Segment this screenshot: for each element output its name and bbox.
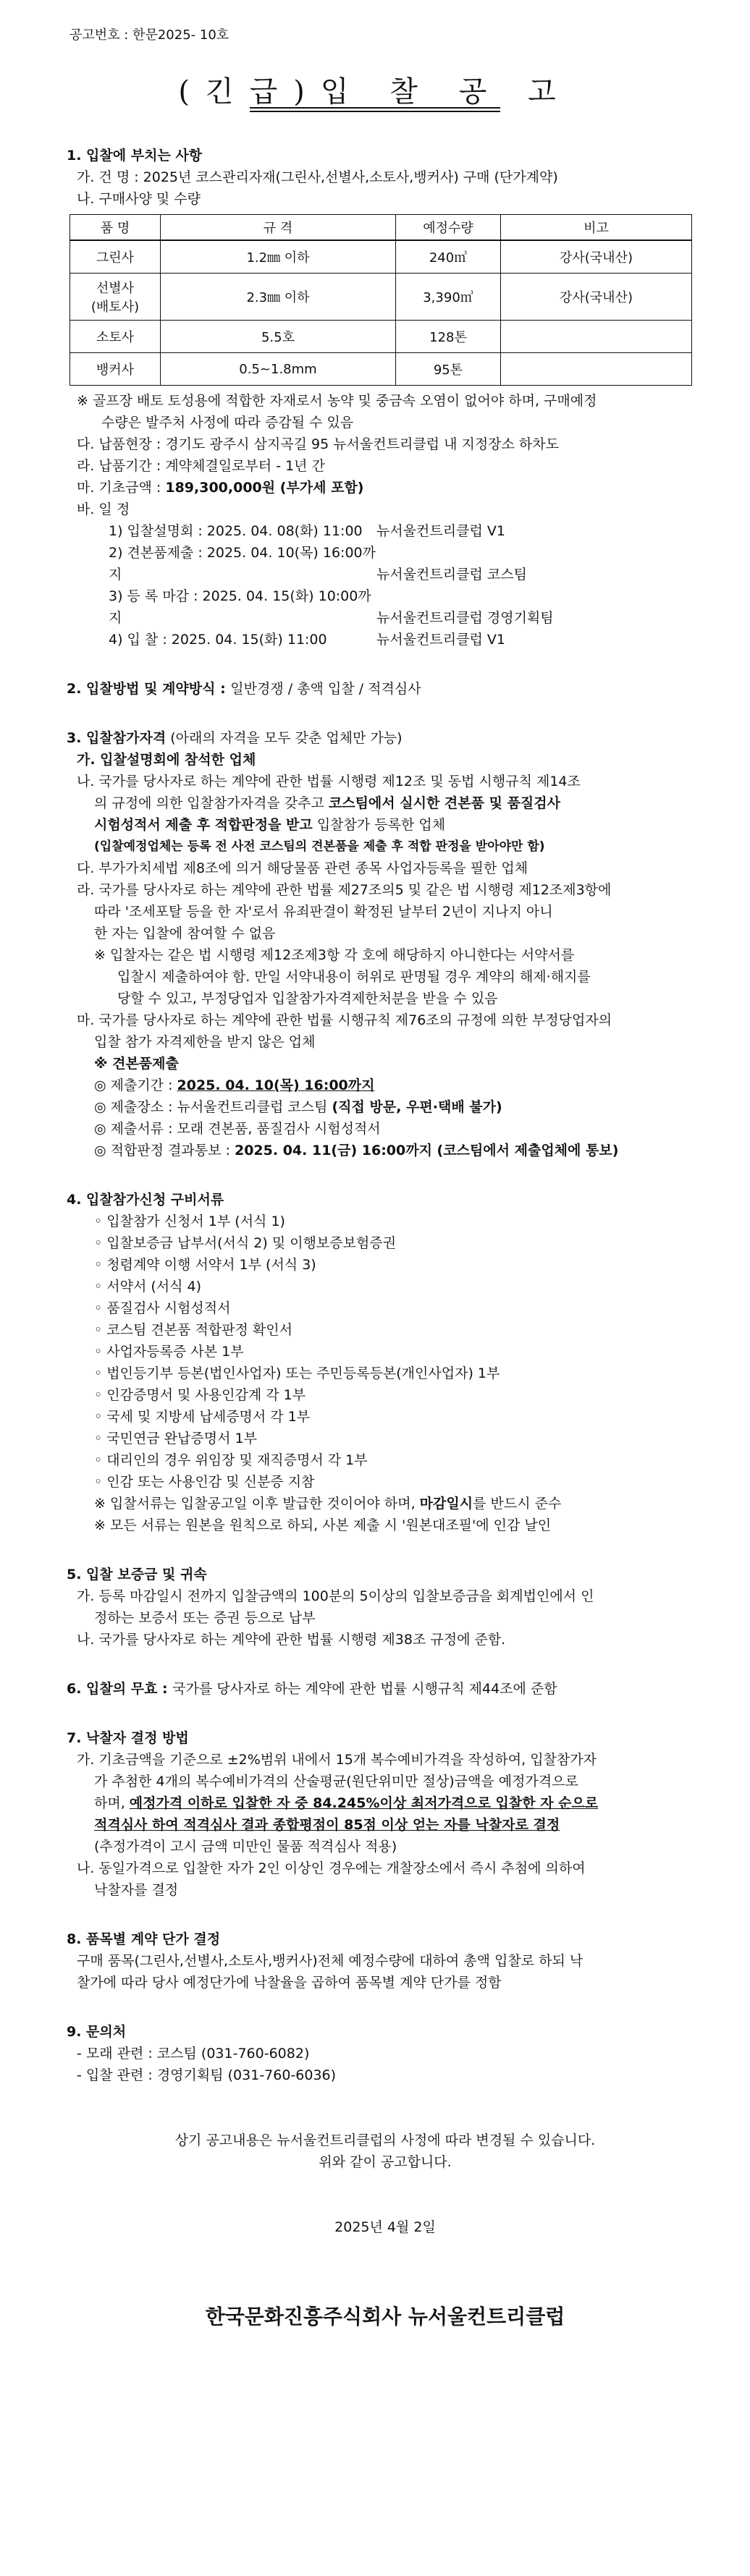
qual-ra-note-cont: 입찰시 제출하여야 함. 만일 서약내용이 허위로 판명될 경우 계약의 해제·해지를	[117, 969, 591, 985]
award-text: 하며,	[94, 1795, 130, 1811]
section-6-line	[67, 1678, 704, 1700]
title-underline	[250, 107, 500, 109]
closing-line-1: 상기 공고내용은 뉴서울컨트리클럽의 사정에 따라 변경될 수 있습니다.	[174, 2132, 596, 2148]
table-cell: 128톤	[396, 321, 501, 353]
sample-docs: ◎ 제출서류 : 모래 견본품, 품질검사 시험성적서	[94, 1121, 381, 1137]
sample-period-label: ◎ 제출기간 :	[94, 1077, 177, 1093]
sample-place-note: (직접 방문, 우편·택배 불가)	[332, 1099, 502, 1115]
contact-bid: - 입찰 관련 : 경영기획팀 (031-760-6036)	[77, 2067, 337, 2083]
section-6-heading: 6. 입찰의 무효 :	[67, 1681, 173, 1697]
table-cell	[501, 353, 692, 386]
qual-ra-cont: 따라 '조세포탈 등을 한 자'로서 유죄판결이 확정된 날부터 2년이 지나지 아니	[94, 904, 553, 920]
list-item: ◦ 사업자등록증 사본 1부	[94, 1344, 244, 1360]
section-2-line	[67, 678, 704, 700]
section-8	[67, 1928, 704, 1994]
table-cell: 3,390㎥	[396, 274, 501, 321]
notice-number: 공고번호 : 한문2025- 10호	[69, 27, 229, 43]
section-9	[67, 2021, 704, 2086]
delivery-period: 라. 납품기간 : 계약체결일로부터 - 1년 간	[77, 458, 325, 474]
list-item: ◦ 품질검사 시험성적서	[94, 1300, 231, 1316]
schedule-place: 뉴서울컨트리클럽 경영기획팀	[376, 610, 554, 626]
qual-na-text: 의 규정에 의한 입찰참가자격을 갖추고	[94, 795, 329, 811]
award-emph: 예정가격 이하로 입찰한 자 중 84.245%이상 최저가격으로 입찰한 자 순으로	[129, 1795, 599, 1811]
qual-ra-cont: 한 자는 입찰에 참여할 수 없음	[94, 925, 276, 941]
issuer-name: 한국문화진흥주식회사 뉴서울컨트리클럽	[205, 2305, 565, 2329]
section-6	[67, 1678, 704, 1700]
spec-table	[69, 214, 692, 386]
section-7-heading: 7. 낙찰자 결정 방법	[67, 1730, 189, 1746]
contact-sand: - 모래 관련 : 코스팀 (031-760-6082)	[77, 2046, 310, 2062]
base-amount	[67, 477, 704, 499]
section-7	[67, 1727, 704, 1901]
table-cell: 그린사	[70, 240, 161, 274]
table-cell	[501, 321, 692, 353]
closing-statement	[67, 2130, 704, 2173]
section-1	[67, 145, 704, 651]
docs-note-1	[67, 1493, 704, 1514]
docs-note-2: ※ 모든 서류는 원본을 원칙으로 하되, 사본 제출 시 '원본대조필'에 인감 날인	[94, 1517, 552, 1533]
sample-period	[67, 1075, 704, 1096]
sample-result-label: ◎ 적합판정 결과통보 :	[94, 1143, 235, 1158]
table-cell: 95톤	[396, 353, 501, 386]
schedule-label: 3) 등 록 마감 : 2025. 04. 15(화) 10:00까지	[109, 588, 371, 626]
base-amount-value: 189,300,000원 (부가세 포함)	[165, 480, 364, 496]
list-item: ◦ 서약서 (서식 4)	[94, 1279, 202, 1295]
list-item: ◦ 청렴계약 이행 서약서 1부 (서식 3)	[94, 1257, 316, 1273]
delivery-site: 다. 납품현장 : 경기도 광주시 삼지곡길 95 뉴서울컨트리클럽 내 지정장소 하차도	[77, 436, 559, 452]
invalid-bid-rule: 국가를 당사자로 하는 계약에 관한 법률 시행규칙 제44조에 준함	[172, 1681, 557, 1697]
deposit-ga: 가. 등록 마감일시 전까지 입찰금액의 100분의 5이상의 입찰보증금을 회계법인에서 인	[77, 1588, 594, 1604]
table-cell: 2.3㎜ 이하	[161, 274, 396, 321]
list-item: ◦ 코스팀 견본품 적합판정 확인서	[94, 1322, 292, 1338]
section-3-heading: 3. 입찰참가자격	[67, 730, 167, 746]
award-na-cont: 낙찰자를 결정	[94, 1882, 179, 1898]
schedule-label: 4) 입 찰 : 2025. 04. 15(화) 11:00	[109, 632, 327, 648]
table-row	[70, 353, 692, 386]
title-underline-2	[250, 111, 500, 112]
docs-note-text: 를 반드시 준수	[473, 1496, 562, 1512]
section-8-heading: 8. 품목별 계약 단가 결정	[67, 1931, 221, 1947]
col-header: 품 명	[70, 215, 161, 241]
schedule-label: 1) 입찰설명회 : 2025. 04. 08(화) 11:00	[109, 523, 363, 539]
schedule-item	[67, 629, 704, 651]
list-item: ◦ 입찰참가 신청서 1부 (서식 1)	[94, 1213, 285, 1229]
item-name: 가. 건 명 : 2025년 코스관리자재(그린사,선별사,소토사,뱅커사) 구매 (단가계약)	[77, 169, 558, 185]
base-amount-label: 마. 기초금액 :	[77, 480, 166, 496]
table-cell: 1.2㎜ 이하	[161, 240, 396, 274]
sample-place	[67, 1096, 704, 1118]
award-na: 나. 동일가격으로 입찰한 자가 2인 이상인 경우에는 개찰장소에서 즉시 추첨에 의하여	[77, 1860, 586, 1876]
spec-note: ※ 골프장 배토 토성용에 적합한 자재로서 농약 및 중금속 오염이 없어야 하며, 구매예정	[77, 393, 597, 409]
list-item: ◦ 입찰보증금 납부서(서식 2) 및 이행보증보험증권	[94, 1235, 397, 1251]
section-2-heading: 2. 입찰방법 및 계약방식 :	[67, 681, 231, 697]
spec-table-header	[70, 215, 692, 241]
qual-da: 다. 부가가치세법 제8조에 의거 해당물품 관련 종목 사업자등록을 필한 업체	[77, 860, 528, 876]
award-ga-cont	[67, 1814, 704, 1836]
schedule-item	[67, 585, 704, 629]
qual-ma: 마. 국가를 당사자로 하는 계약에 관한 법률 시행규칙 제76조의 규정에 의한 부정당업자의	[77, 1012, 612, 1028]
deposit-ga-cont: 정하는 보증서 또는 증권 등으로 납부	[94, 1610, 316, 1626]
table-row	[70, 274, 692, 321]
required-docs-list	[67, 1211, 704, 1493]
list-item: ◦ 법인등기부 등본(법인사업자) 또는 주민등록등본(개인사업자) 1부	[94, 1365, 500, 1381]
award-emph: 적격심사 하여 적격심사 결과 종합평점이 85점 이상 얻는 자를 낙찰자로 결정	[94, 1817, 560, 1833]
list-item: ◦ 인감 또는 사용인감 및 신분증 지참	[94, 1474, 315, 1490]
list-item: ◦ 인감증명서 및 사용인감계 각 1부	[94, 1387, 306, 1403]
col-header: 규 격	[161, 215, 396, 241]
table-cell: 5.5호	[161, 321, 396, 353]
unit-price-text: 구매 품목(그린사,선별사,소토사,뱅커사)전체 예정수량에 대하여 총액 입찰로 하되 낙	[77, 1953, 583, 1969]
schedule-place: 뉴서울컨트리클럽 코스팀	[376, 567, 527, 582]
schedule-place: 뉴서울컨트리클럽 V1	[376, 632, 505, 648]
qual-ra: 라. 국가를 당사자로 하는 계약에 관한 법률 제27조의5 및 같은 법 시행령 제12조제3항에	[77, 882, 612, 898]
qual-ra-note-cont: 당할 수 있고, 부정당업자 입찰참가자격제한처분을 받을 수 있음	[117, 991, 498, 1007]
spec-heading: 나. 구매사양 및 수량	[77, 191, 201, 207]
qual-na-emph: 시험성적서 제출 후 적합판정을 받고	[94, 817, 313, 833]
schedule-item	[67, 542, 704, 585]
col-header: 예정수량	[396, 215, 501, 241]
award-ga: 가. 기초금액을 기준으로 ±2%범위 내에서 15개 복수예비가격을 작성하여, 입찰참가자	[77, 1752, 597, 1768]
table-cell: 강사(국내산)	[501, 240, 692, 274]
qual-na-emph: 코스팀에서 실시한 견본품 및 품질검사	[328, 795, 560, 811]
schedule-list	[67, 520, 704, 651]
qual-na-text: 입찰참가 등록한 업체	[312, 817, 446, 833]
award-ga-cont	[67, 1792, 704, 1814]
schedule-label: 2) 견본품제출 : 2025. 04. 10(목) 16:00까지	[109, 545, 376, 582]
list-item: ◦ 국민연금 완납증명서 1부	[94, 1431, 257, 1446]
unit-price-text: 찰가에 따라 당사 예정단가에 낙찰율을 곱하여 품목별 계약 단가를 정함	[77, 1975, 502, 1991]
sample-result	[67, 1140, 704, 1161]
section-5	[67, 1564, 704, 1651]
table-cell: 소토사	[70, 321, 161, 353]
section-3	[67, 727, 704, 1161]
table-cell: 선별사 (배토사)	[70, 274, 161, 321]
table-cell: 240㎥	[396, 240, 501, 274]
col-header: 비고	[501, 215, 692, 241]
award-ga-note: (추정가격이 고시 금액 미만인 물품 적격심사 적용)	[94, 1839, 397, 1855]
schedule-heading: 바. 일 정	[77, 501, 130, 517]
closing-line-2: 위와 같이 공고합니다.	[319, 2154, 452, 2170]
section-5-heading: 5. 입찰 보증금 및 귀속	[67, 1567, 207, 1583]
section-4-heading: 4. 입찰참가신청 구비서류	[67, 1192, 224, 1208]
notice-date: 2025년 4월 2일	[334, 2219, 436, 2235]
docs-note-emph: 마감일시	[419, 1496, 473, 1512]
table-row	[70, 321, 692, 353]
section-2	[67, 678, 704, 700]
deposit-na: 나. 국가를 당사자로 하는 계약에 관한 법률 시행령 제38조 규정에 준함.	[77, 1632, 506, 1648]
qual-ga: 가. 입찰설명회에 참석한 업체	[77, 752, 256, 768]
sample-heading: ※ 견본품제출	[94, 1056, 179, 1072]
spec-note-cont: 수량은 발주처 사정에 따라 증감될 수 있음	[101, 415, 354, 431]
notice-body	[67, 145, 704, 2330]
table-cell: 강사(국내산)	[501, 274, 692, 321]
section-1-heading: 1. 입찰에 부치는 사항	[67, 148, 203, 164]
schedule-place: 뉴서울컨트리클럽 V1	[376, 523, 505, 539]
award-ga-cont: 가 추첨한 4개의 복수예비가격의 산술평균(원단위미만 절상)금액을 예정가격으로	[94, 1774, 578, 1789]
sample-result-value: 2025. 04. 11(금) 16:00까지 (코스팀에서 제출업체에 통보)	[234, 1143, 619, 1158]
qual-ra-note: ※ 입찰자는 같은 법 시행령 제12조제3항 각 호에 해당하지 아니한다는 서약서를	[94, 947, 575, 963]
sample-place-label: ◎ 제출장소 : 뉴서울컨트리클럽 코스팀	[94, 1099, 328, 1115]
table-cell: 뱅커사	[70, 353, 161, 386]
qual-na: 나. 국가를 당사자로 하는 계약에 관한 법률 시행령 제12조 및 동법 시행규칙 제14조	[77, 774, 581, 789]
table-cell: 0.5~1.8mm	[161, 353, 396, 386]
qual-ma-cont: 입찰 참가 자격제한을 받지 않은 업체	[94, 1034, 316, 1050]
table-row	[70, 240, 692, 274]
schedule-item	[67, 520, 704, 542]
qual-na-note: (입찰예정업체는 등록 전 사전 코스팀의 견본품을 제출 후 적합 판정을 받아야만 함)	[94, 839, 545, 854]
section-9-heading: 9. 문의처	[67, 2024, 127, 2040]
sample-period-value: 2025. 04. 10(목) 16:00까지	[177, 1077, 375, 1093]
section-3-note: (아래의 자격을 모두 갖춘 업체만 가능)	[166, 730, 403, 746]
list-item: ◦ 대리인의 경우 위임장 및 재직증명서 각 1부	[94, 1452, 368, 1468]
docs-note-text: ※ 입찰서류는 입찰공고일 이후 발급한 것이어야 하며,	[94, 1496, 420, 1512]
qual-na-cont	[67, 814, 704, 836]
section-4	[67, 1189, 704, 1536]
bid-method: 일반경쟁 / 총액 입찰 / 적격심사	[230, 681, 421, 697]
section-3-heading-line	[67, 727, 704, 749]
page-title: (긴급)입 찰 공 고	[178, 75, 572, 109]
qual-na-cont	[67, 792, 704, 814]
list-item: ◦ 국세 및 지방세 납세증명서 각 1부	[94, 1409, 311, 1425]
